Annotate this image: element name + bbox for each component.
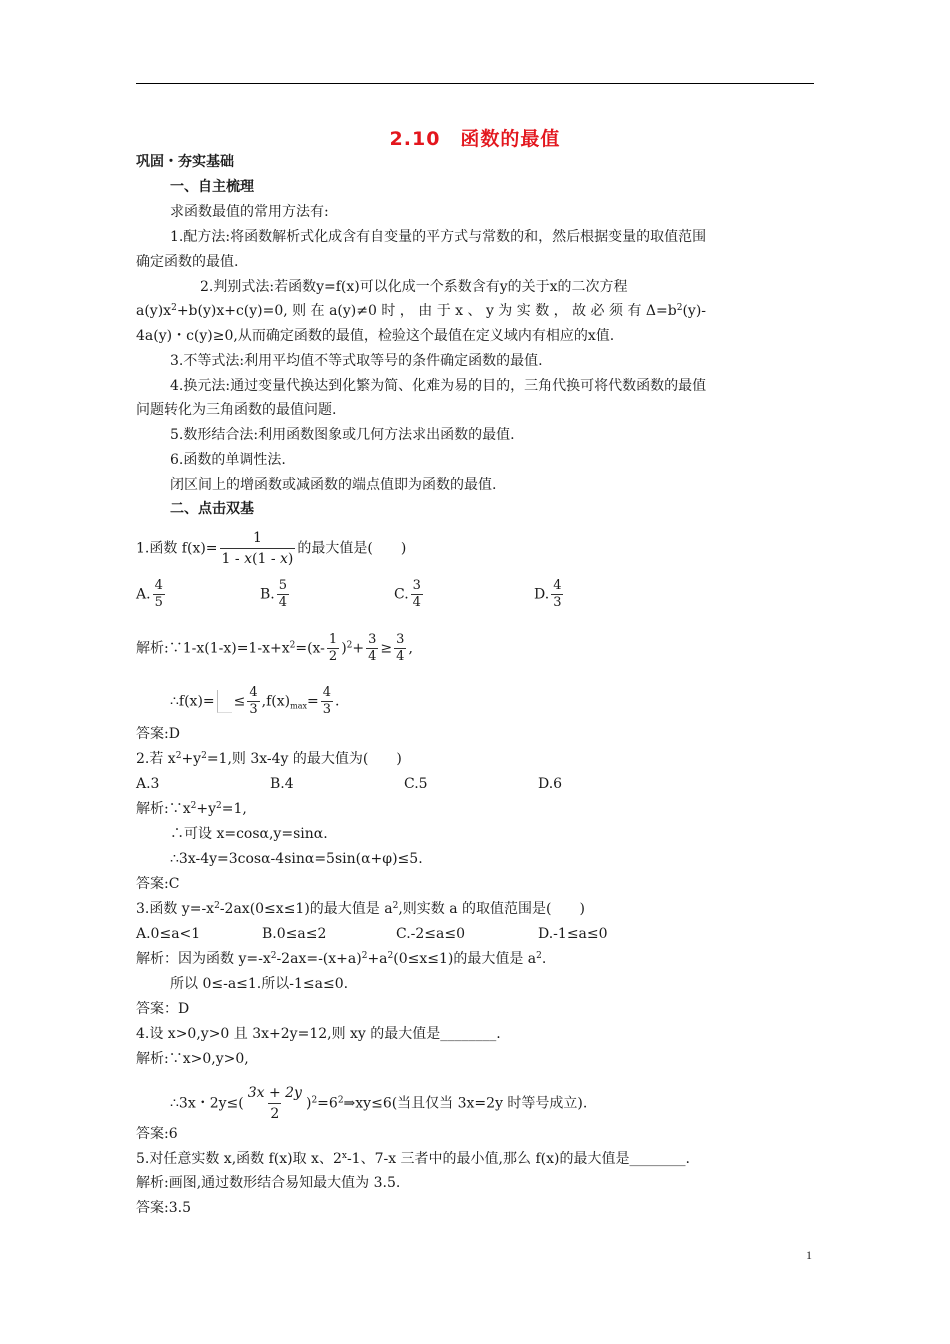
method-2-line-3: 4a(y)・c(y)≥0,从而确定函数的最值，检验这个最值在定义域内有相应的x值. (136, 328, 615, 344)
q2-answer: 答案:C (136, 876, 180, 892)
q5-answer: 答案:3.5 (136, 1200, 191, 1216)
q4-answer: 答案:6 (136, 1126, 178, 1142)
q3-option-a: A.0≤a<1 (136, 926, 201, 942)
method-1-line-1: 1.配方法:将函数解析式化成含有自变量的平方式与常数的和，然后根据变量的取值范围 (170, 229, 707, 245)
q2-option-c: C.5 (404, 776, 428, 792)
q1-solution-line-2: ∴f(x)= ≤ $\frac{4}{3}$ $,f(x)_{max}=$ $\frac{4}{3}$ . (170, 685, 340, 717)
q1-solution-line-1: 解析$:\because 1-x(1-x)=1-x+x^2=(x-$ $\frac{1}{2}$ )$^2$+ $\frac{3}{4}$ ≥ $\frac{3}{4}$ , (136, 632, 413, 664)
q5-solution: 解析:画图,通过数形结合易知最大值为 3.5. (136, 1175, 401, 1191)
q5-stem: 5.对任意实数 x,函数 f(x)取 x、2$^x$-1、7-x 三者中的最小值,那么 f(x)的最大值是________. (136, 1151, 690, 1167)
method-3: 3.不等式法:利用平均值不等式取等号的条件确定函数的最值. (170, 353, 543, 369)
q3-solution-line-1: 解析：因为函数 $y=-x^2-2ax=-(x+a)^2+a^2(0\le x\le 1)$的最大值是 $a^2$. (136, 951, 547, 967)
subsection-heading-1: 一、自主梳理 (170, 179, 254, 195)
q4-stem: 4.设 x>0,y>0 且 3x+2y=12,则 xy 的最大值是________. (136, 1026, 501, 1042)
page-number: 1 (806, 1248, 812, 1262)
method-4-line-2: 问题转化为三角函数的最值问题. (136, 402, 337, 418)
q2-option-b: B.4 (270, 776, 294, 792)
method-6: 6.函数的单调性法. (170, 452, 286, 468)
method-2-line-2: $a(y)x^2+b(y)x+c(y)=0$, 则 在 a(y)≠0 时 ， 由 于 x 、 y 为 实 数 ， 故 必 须 有 $\Delta=b^2(y)-$ (136, 303, 707, 319)
q2-solution-line-2: ∴可设 x=cosα,y=sinα. (170, 826, 328, 842)
q1-stem: 1.函数 f(x)= $\frac{1}{1 - x(1 - x)}$ 的最大值是( ) (136, 530, 407, 567)
q3-option-b: B.0≤a≤2 (262, 926, 327, 942)
q4-solution-line-1: 解析:∵x>0,y>0, (136, 1051, 249, 1067)
q4-solution-line-2: ∴3x・2y≤( $\frac{3x + 2y}{2}$ )$^2=6^2\Rightarrow xy\le 6$(当且仅当 3x=2y 时等号成立). (170, 1085, 588, 1122)
q3-stem: 3.函数 $y=-x^2-2ax(0\le x\le 1)$的最大值是 $a^2$,则实数 a 的取值范围是( ) (136, 901, 585, 917)
q1-answer: 答案:D (136, 726, 180, 742)
subsection-heading-2: 二、点击双基 (170, 501, 254, 517)
q3-option-d: D.-1≤a≤0 (538, 926, 608, 942)
missing-formula-image (217, 690, 232, 713)
q2-stem: 2.若 $x^2+y^2=1$,则 3x-4y 的最大值为( ) (136, 751, 402, 767)
q2-solution-line-1: 解析$:\because x^2+y^2=1$, (136, 801, 247, 817)
q2-solution-line-3: ∴3x-4y=3cosα-4sinα=5sin(α+φ)≤5. (170, 851, 423, 867)
section-heading: 巩固・夯实基础 (136, 154, 234, 170)
q3-solution-line-2: 所以 0≤-a≤1.所以-1≤a≤0. (170, 976, 349, 992)
method-1-line-2: 确定函数的最值. (136, 254, 239, 270)
method-4-line-1: 4.换元法:通过变量代换达到化繁为简、化难为易的目的，三角代换可将代数函数的最值 (170, 378, 707, 394)
header-rule (136, 83, 814, 84)
q1-option-b: B. $\frac{5}{4}$ (260, 578, 288, 610)
q1-fraction: $\frac{1}{1 - x(1 - x)}$ (221, 530, 294, 567)
q1-option-c: C. $\frac{3}{4}$ (394, 578, 421, 610)
page-title: 2.10 函数的最值 (389, 128, 561, 150)
q1-option-d: D. $\frac{4}{3}$ (534, 578, 562, 610)
intro-text: 求函数最值的常用方法有: (170, 204, 329, 220)
q3-option-c: C.-2≤a≤0 (396, 926, 466, 942)
method-6-detail: 闭区间上的增函数或减函数的端点值即为函数的最值. (170, 477, 497, 493)
q2-option-a: A.3 (136, 776, 160, 792)
method-5: 5.数形结合法:利用函数图象或几何方法求出函数的最值. (170, 427, 515, 443)
q3-answer: 答案：D (136, 1001, 190, 1017)
q1-option-a: A. $\frac{4}{5}$ (136, 578, 163, 610)
method-2-line-1: 2.判别式法:若函数y=f(x)可以化成一个系数含有y的关于x的二次方程 (200, 279, 628, 295)
q2-option-d: D.6 (538, 776, 563, 792)
